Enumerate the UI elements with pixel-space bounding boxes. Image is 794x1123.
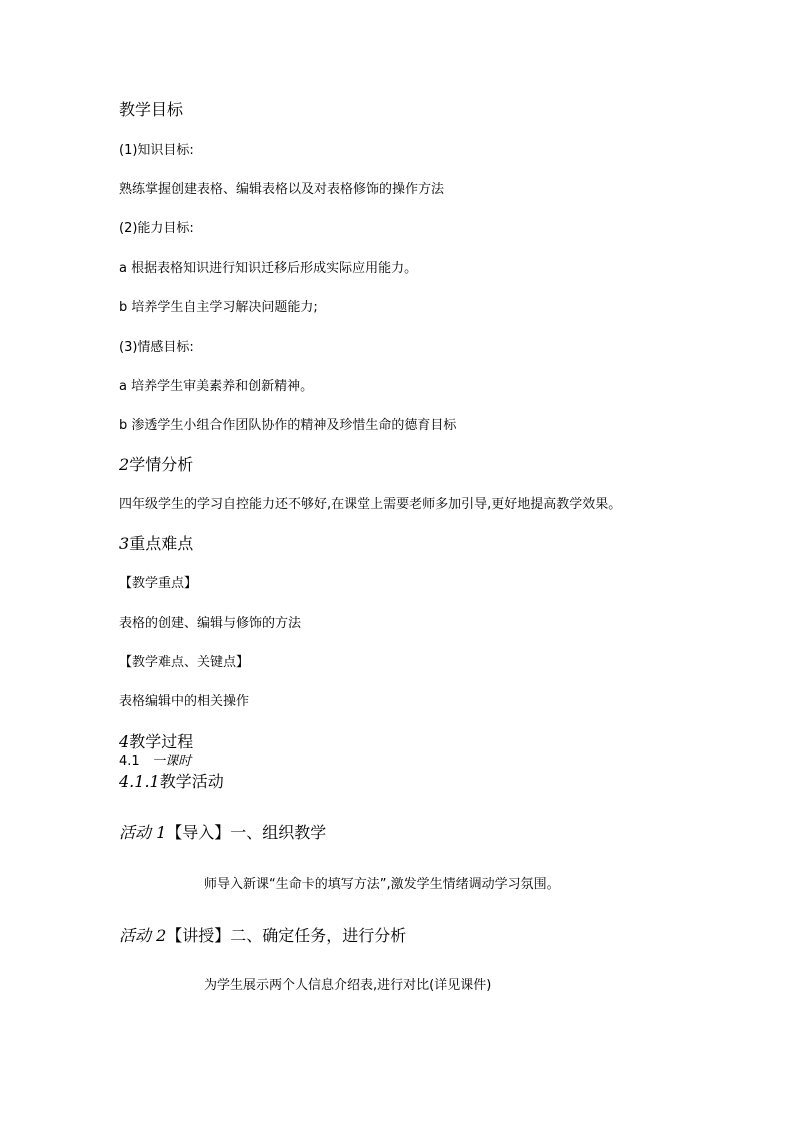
activity-2-heading [119,923,406,946]
activity-2-text: 为学生展示两个人信息介绍表,进行对比(详见课件) [204,978,492,993]
section-3-title: 重点难点 [129,534,194,553]
activity-2-label: 活动 2 [119,926,167,945]
emotion-label: (3)情感目标: [119,340,194,355]
difficulty-text: 表格编辑中的相关操作 [119,694,250,709]
section-4-1-1-number: 4.1.1 [119,772,160,791]
emotion-a: a 培养学生审美素养和创新精神。 [119,379,314,394]
knowledge-text: 熟练掌握创建表格、编辑表格以及对表格修饰的操作方法 [119,182,445,197]
difficulty-label: 【教学难点、关键点】 [119,655,250,670]
section-4-1-1-heading [119,769,224,792]
section-2-title: 学情分析 [129,455,194,474]
ability-a: a 根据表格知识进行知识迁移后形成实际应用能力。 [119,261,418,276]
section-4-1-1-title: 教学活动 [159,772,224,791]
section-3-heading [119,531,193,554]
section-2-heading [119,452,193,475]
ability-label: (2)能力目标: [119,221,194,236]
activity-1-title: 【导入】一、组织教学 [166,823,327,842]
section-2-number: 2 [119,455,130,474]
section-4-number: 4 [119,732,130,751]
emotion-b: b 渗透学生小组合作团队协作的精神及珍惜生命的德育目标 [119,418,457,433]
activity-1-text: 师导入新课“生命卡的填写方法”,激发学生情绪调动学习氛围。 [204,877,560,892]
section-2-text: 四年级学生的学习自控能力还不够好,在课堂上需要老师多加引导,更好地提高教学效果。 [119,497,622,512]
activity-2-title: 【讲授】二、确定任务，进行分析 [166,926,407,945]
knowledge-label: (1)知识目标: [119,143,194,158]
section-4-1-title: 一课时 [152,754,192,769]
goals-title: 教学目标 [119,100,184,119]
section-4-1-number: 4.1 [119,754,140,769]
section-4-heading [119,729,193,752]
key-label: 【教学重点】 [119,576,198,591]
section-3-number: 3 [119,534,130,553]
ability-b: b 培养学生自主学习解决问题能力; [119,300,318,315]
activity-1-label: 活动 1 [119,823,167,842]
section-4-1-heading [119,750,191,769]
key-text: 表格的创建、编辑与修饰的方法 [119,616,302,631]
activity-1-heading [119,820,326,843]
section-4-title: 教学过程 [129,732,194,751]
